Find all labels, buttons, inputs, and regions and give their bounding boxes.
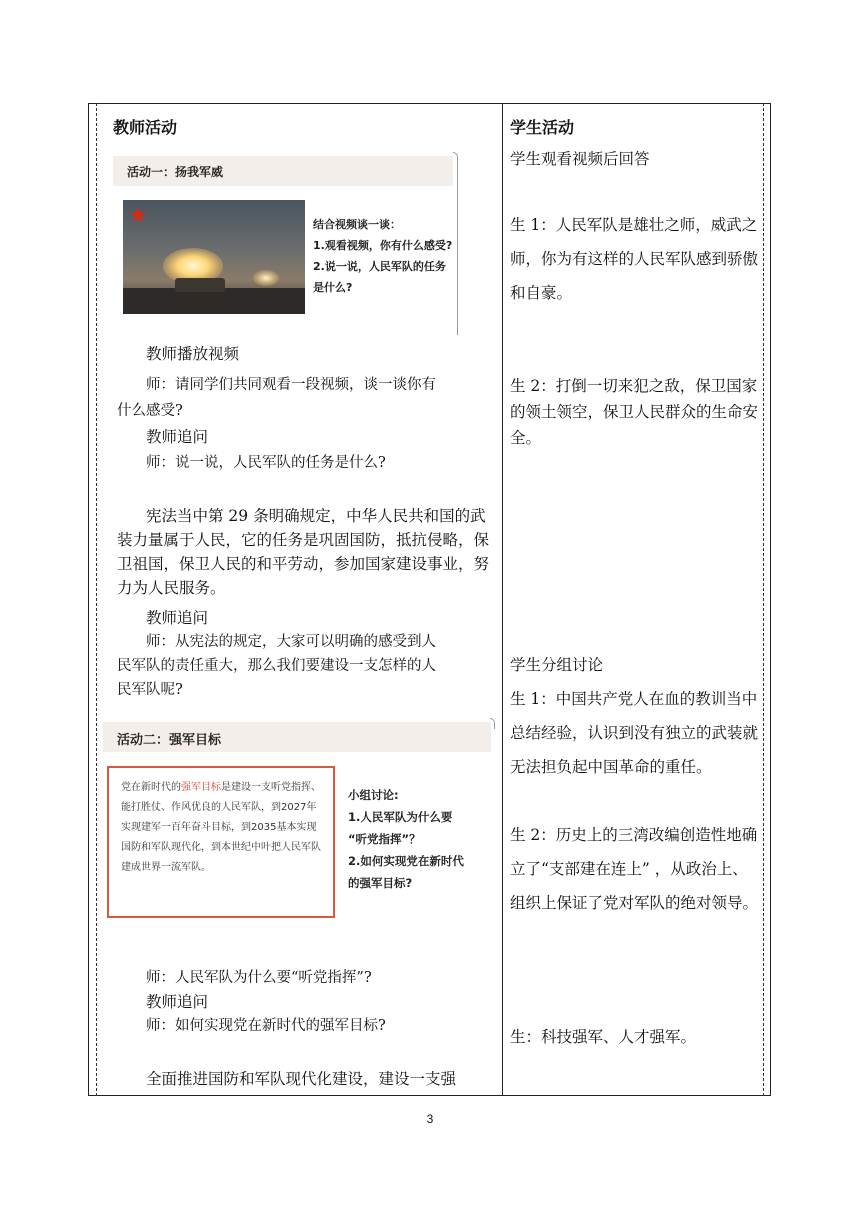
student-answer: 生 1：人民军队是雄壮之师，威武之师，你为有这样的人民军队感到骄傲和自豪。	[510, 216, 759, 302]
activity-one-questions: 结合视频谈一谈： 1.观看视频，你有什么感受? 2.说一说，人民军队的任务 是什么?	[313, 218, 453, 294]
teacher-line: 教师追问	[146, 993, 209, 1011]
highlight-text: 强军目标	[181, 782, 221, 793]
constitution-paragraph: 宪法当中第 29 条明确规定，中华人民共和国的武装力量属于人民，它的任务是巩固国防，抵抗侵略，保卫祖国，保卫人民的和平劳动，参加国家建设事业，努力为人民服务。	[117, 507, 490, 597]
activity-two-slide	[103, 718, 495, 918]
slide-edge	[490, 718, 495, 729]
student-line: 学生分组讨论	[510, 656, 604, 674]
teacher-line: 全面推进国防和军队现代化建设，建设一支强	[146, 1070, 457, 1088]
student-answer: 生 2：历史上的三湾改编创造性地确立了“支部建在连上” ，从政治上、组织上保证了党对军队的绝对领导。	[510, 826, 759, 912]
military-video-thumbnail	[123, 200, 305, 314]
activity-two-title-bar	[103, 722, 491, 752]
page-number: 3	[426, 1112, 434, 1126]
teacher-line: 师：如何实现党在新时代的强军目标?	[146, 1018, 386, 1034]
dashed-margin-left	[96, 103, 97, 1096]
teacher-line: 什么感受?	[117, 403, 183, 419]
teacher-line: 教师追问	[146, 428, 209, 446]
column-divider	[502, 103, 503, 1096]
dashed-margin-right	[763, 103, 764, 1096]
activity-two-title: 活动二：强军目标	[117, 733, 222, 748]
teacher-line: 教师追问	[146, 609, 209, 627]
red-star-icon	[129, 206, 147, 224]
student-answer: 生 2：打倒一切来犯之敌，保卫国家的领土领空，保卫人民群众的生命安全。	[510, 377, 759, 447]
activity-one-title-bar	[113, 156, 453, 186]
strong-army-goal-box: 党在新时代的强军目标是建设一支听党指挥、能打胜仗、作风优良的人民军队，到2027年实现建军一百年奋斗目标，到2035基本实现国防和军队现代化，到本世纪中叶把人民军队建成世界一流军队。	[107, 766, 335, 918]
activity-one-title: 活动一：扬我军威	[127, 165, 224, 179]
activity-one-slide	[113, 152, 458, 334]
group-discussion-questions: 小组讨论: 1.人民军队为什么要 “听党指挥”？ 2.如何实现党在新时代 的强军目标?	[348, 788, 464, 890]
teacher-line: 教师播放视频	[146, 345, 240, 363]
student-line: 学生观看视频后回答	[510, 150, 650, 168]
teacher-line: 民军队的责任重大，那么我们要建设一支怎样的人	[117, 658, 436, 674]
teacher-activity-header: 教师活动	[113, 118, 178, 137]
teacher-line: 师：人民军队为什么要“听党指挥”?	[146, 970, 372, 986]
teacher-line: 师：说一说，人民军队的任务是什么?	[146, 455, 386, 471]
student-answer: 生 1：中国共产党人在血的教训当中总结经验，认识到没有独立的武装就无法担负起中国革命的重任。	[510, 690, 759, 776]
teacher-line: 师：从宪法的规定，大家可以明确的感受到人	[146, 634, 436, 650]
student-answer: 生：科技强军、人才强军。	[510, 1028, 697, 1046]
teacher-line: 师：请同学们共同观看一段视频，谈一谈你有	[146, 377, 436, 393]
student-activity-header: 学生活动	[510, 118, 575, 137]
teacher-line: 民军队呢?	[117, 682, 183, 698]
